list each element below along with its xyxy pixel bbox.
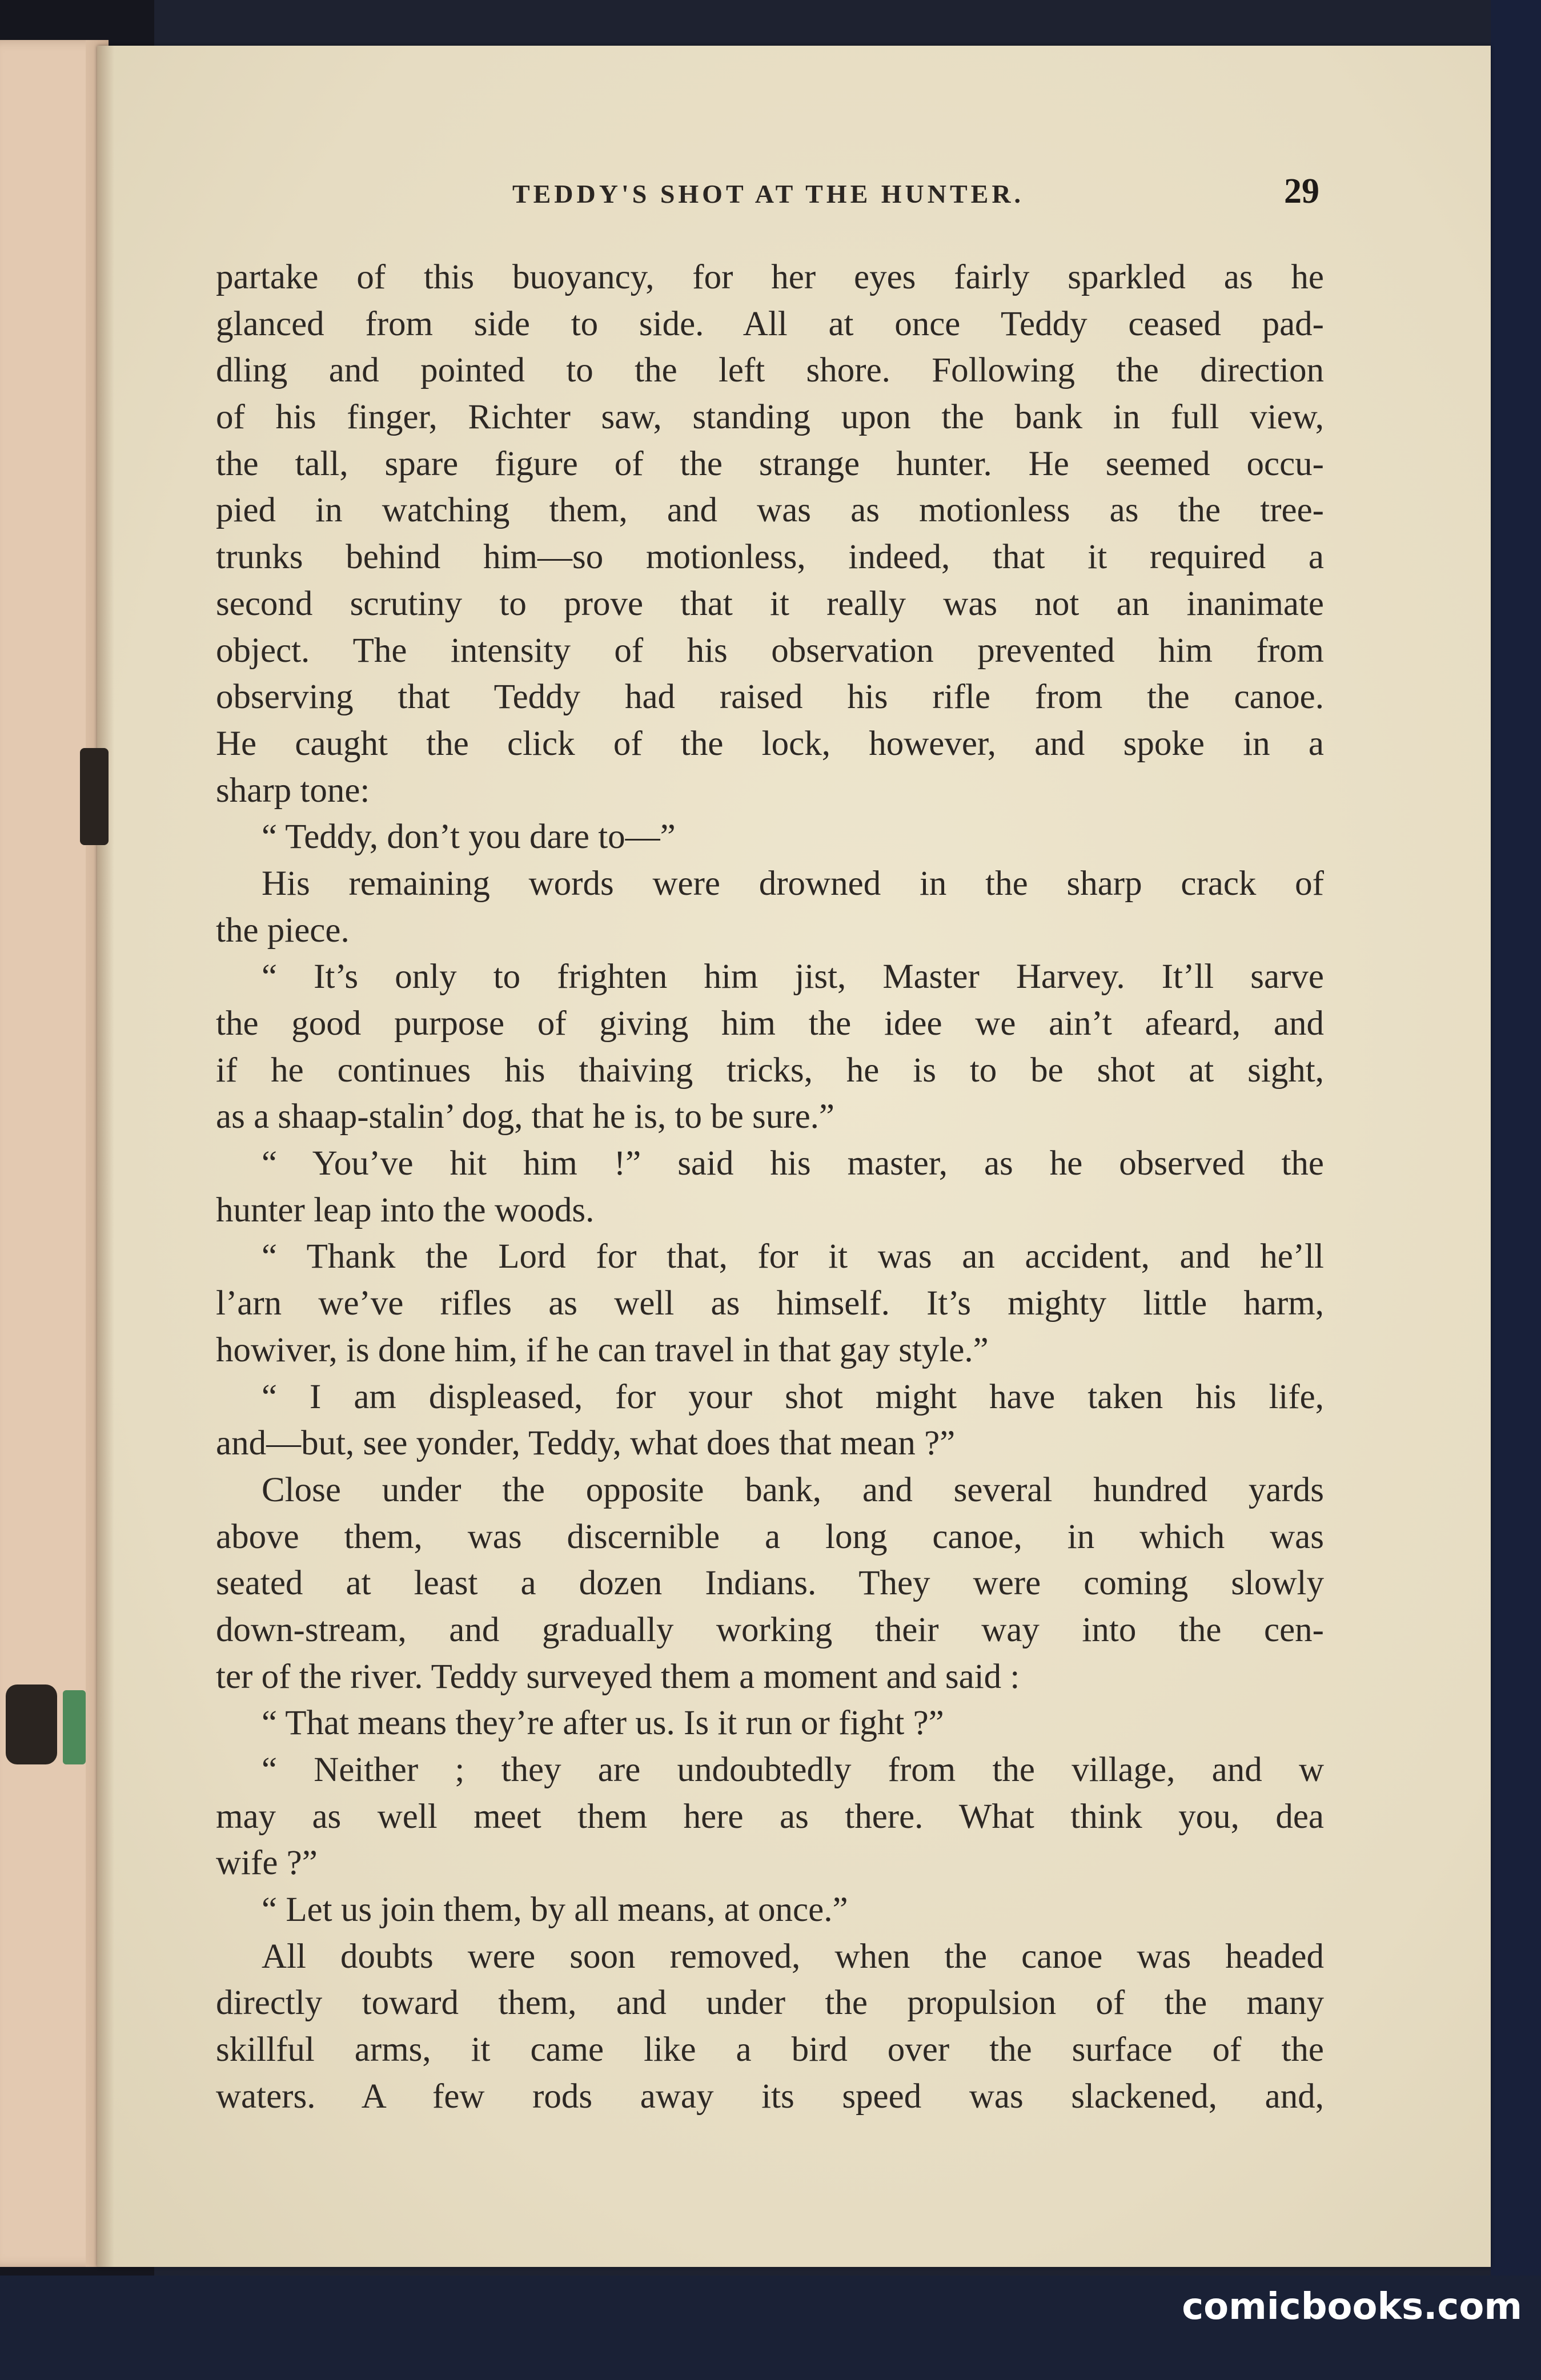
text-line: object. The intensity of his observation prevented him from xyxy=(216,631,1324,670)
text-line: may as well meet them here as there. What think you, dea xyxy=(216,1797,1324,1836)
text-line: wife ?” xyxy=(216,1844,318,1883)
binding-tear-upper xyxy=(80,748,109,845)
text-line: partake of this buoyancy, for her eyes fairly sparkled as he xyxy=(216,258,1324,296)
text-line: if he continues his thaiving tricks, he is to be shot at sight, xyxy=(216,1051,1324,1090)
text-line: Close under the opposite bank, and several hundred yards xyxy=(262,1470,1324,1509)
text-line: directly toward them, and under the propulsion of the many xyxy=(216,1984,1324,2023)
text-line: waters. A few rods away its speed was slackened, and, xyxy=(216,2077,1324,2116)
binding-thread xyxy=(63,1690,86,1764)
text-line: skillful arms, it came like a bird over the surface of the xyxy=(216,2031,1324,2069)
text-line: “ I am displeased, for your shot might have taken his life, xyxy=(262,1377,1324,1416)
text-line: “ You’ve hit him !” said his master, as he observed the xyxy=(262,1144,1324,1183)
page-gutter xyxy=(97,46,114,2267)
text-line: seated at least a dozen Indians. They were coming slowly xyxy=(216,1564,1324,1603)
text-line: as a shaap-stalin’ dog, that he is, to be sure.” xyxy=(216,1097,834,1136)
text-line: “ It’s only to frighten him jist, Master Harvey. It’ll sarve xyxy=(262,958,1324,996)
text-line: the tall, spare figure of the strange hunter. He seemed occu- xyxy=(216,444,1324,483)
background-right xyxy=(1491,0,1541,2380)
text-line: the good purpose of giving him the idee we ain’t afeard, and xyxy=(216,1004,1324,1043)
text-line: the piece. xyxy=(216,911,350,950)
text-line: pied in watching them, and was as motionless as the tree- xyxy=(216,491,1324,530)
text-line: “ Teddy, don’t you dare to—” xyxy=(262,818,676,857)
running-header: TEDDY'S SHOT AT THE HUNTER. xyxy=(512,179,1025,208)
site-watermark: comicbooks.com xyxy=(1182,2286,1522,2328)
text-line: “ Neither ; they are undoubtedly from the village, and w xyxy=(262,1751,1324,1789)
text-line: sharp tone: xyxy=(216,771,370,810)
text-line: howiver, is done him, if he can travel in that gay style.” xyxy=(216,1330,989,1369)
text-line: down-stream, and gradually working their way into the cen- xyxy=(216,1610,1324,1649)
text-line: dling and pointed to the left shore. Following the direction xyxy=(216,351,1324,390)
text-line: His remaining words were drowned in the sharp crack of xyxy=(262,864,1324,903)
text-line: of his finger, Richter saw, standing upon the bank in full view, xyxy=(216,398,1324,437)
body-text xyxy=(216,254,1324,2120)
text-line: glanced from side to side. All at once Teddy ceased pad- xyxy=(216,304,1324,343)
text-line: second scrutiny to prove that it really was not an inanimate xyxy=(216,584,1324,623)
text-line: “ That means they’re after us. Is it run or fight ?” xyxy=(262,1704,944,1743)
text-line: and—but, see yonder, Teddy, what does that mean ?” xyxy=(216,1424,956,1463)
text-line: He caught the click of the lock, however, and spoke in a xyxy=(216,724,1324,763)
text-line: l’arn we’ve rifles as well as himself. It’s mighty little harm, xyxy=(216,1284,1324,1323)
page-number: 29 xyxy=(1284,172,1319,211)
text-line: trunks behind him—so motionless, indeed, that it required a xyxy=(216,538,1324,577)
text-line: hunter leap into the woods. xyxy=(216,1191,595,1229)
text-line: “ Thank the Lord for that, for it was an accident, and he’ll xyxy=(262,1237,1324,1276)
text-line: ter of the river. Teddy surveyed them a moment and said : xyxy=(216,1657,1020,1696)
text-line: “ Let us join them, by all means, at once.” xyxy=(262,1891,848,1929)
text-line: above them, was discernible a long canoe, in which was xyxy=(216,1517,1324,1556)
binding-tear-lower xyxy=(6,1685,57,1764)
text-line: All doubts were soon removed, when the canoe was headed xyxy=(262,1937,1324,1976)
text-line: observing that Teddy had raised his rifle from the canoe. xyxy=(216,678,1324,717)
